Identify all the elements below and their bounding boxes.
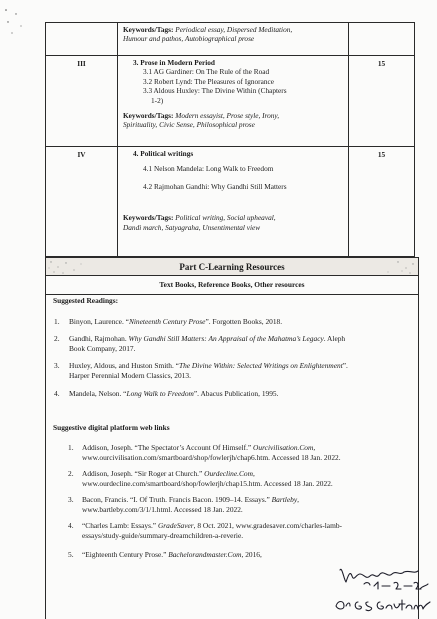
reading-text-continued: Harper Perennial Modern Classics, 2013. [69, 370, 191, 380]
syllabus-units-table [45, 22, 415, 257]
handwritten-signature [334, 562, 434, 618]
link-number: 5. [68, 550, 74, 559]
link-url[interactable]: www.ourcivilisation.com/smartboard/shop/fowlerjh/chap6.htm. Accessed 18 Jan. 2022. [82, 452, 341, 462]
link-text: Bacon, Francis. “I. Of Truth. Francis Bacon. 1909–14. Essays.” Bartleby, [82, 495, 299, 504]
reading-text: Mandela, Nelson. “Long Walk to Freedom”. Abacus Publication, 1995. [69, 389, 279, 398]
keywords-value: Dandi march, Satyagraha, Unsentimental view [123, 222, 261, 232]
keywords-label: Keywords/Tags: [123, 111, 174, 121]
unit-number [46, 23, 118, 56]
unit-row [46, 56, 415, 147]
web-link-item [68, 495, 413, 514]
reading-number: 3. [54, 361, 60, 370]
reading-text: Binyon, Laurence. “Nineteenth Century Prose”. Forgotten Books, 2018. [69, 317, 283, 326]
keywords-value: Modern essayist, Prose style, Irony, [175, 111, 280, 121]
unit-title: 4. Political writings [133, 149, 194, 158]
reading-item [54, 334, 409, 353]
keywords-value: Spirituality, Civic Sense, Philosophical prose [123, 120, 255, 130]
web-link-item [68, 550, 413, 560]
web-link-item [68, 443, 413, 462]
reading-text-continued: Book Company, 2017. [69, 343, 136, 353]
link-text: Addison, Joseph. “Sir Roger at Church.” Ourdecline.Com, [82, 469, 255, 478]
unit-item: 4.2 Rajmohan Gandhi: Why Gandhi Still Matters [143, 181, 287, 191]
unit-item: 3.2 Robert Lynd: The Pleasures of Ignorance [143, 76, 274, 86]
keywords-value: Humour and pathos, Autobiographical prose [123, 34, 255, 44]
link-text: “Eighteenth Century Prose.” Bachelorandmaster.Com, 2016, [82, 550, 262, 559]
unit-content [118, 56, 349, 147]
reading-item [54, 389, 409, 399]
unit-title: 3. Prose in Modern Period [133, 58, 215, 67]
unit-content [118, 23, 349, 56]
part-c-header [45, 257, 419, 276]
unit-content [118, 147, 349, 257]
scan-noise [358, 258, 418, 276]
web-link-item [68, 521, 413, 540]
reading-item [54, 317, 409, 327]
unit-item: 3.1 AG Gardiner: On The Rule of the Road [143, 67, 270, 77]
unit-item: 3.3 Aldous Huxley: The Divine Within (Chapters [143, 86, 287, 96]
keywords-label: Keywords/Tags: [123, 213, 174, 223]
link-url[interactable]: www.bartleby.com/3/1/1.html. Accessed 18 Jan. 2022. [82, 504, 243, 514]
link-number: 4. [68, 521, 74, 530]
scan-noise [46, 258, 106, 276]
resources-row: Text Books, Reference Books, Other resources [45, 275, 419, 295]
reading-number: 2. [54, 334, 60, 343]
reading-number: 4. [54, 389, 60, 398]
scan-specks [2, 6, 32, 46]
link-text: Addison, Joseph. “The Spectator’s Account Of Himself.” Ourcivilisation.Com, [82, 443, 316, 452]
reading-text: Huxley, Aldous, and Huston Smith. “The Divine Within: Selected Writings on Enlightenment”. [69, 361, 348, 370]
unit-number: III [46, 56, 118, 147]
unit-item: 4.1 Nelson Mandela: Long Walk to Freedom [143, 164, 274, 174]
keywords-value: Political writing, Social upheaval, [175, 213, 276, 223]
part-c-title: Part C-Learning Resources [179, 262, 285, 272]
unit-hours: 15 [349, 56, 415, 147]
web-links-heading: Suggestive digital platform web links [53, 423, 170, 432]
link-number: 2. [68, 469, 74, 478]
reading-text: Gandhi, Rajmohan. Why Gandhi Still Matters: An Appraisal of the Mahatma’s Legacy. Aleph [69, 334, 346, 343]
unit-row [46, 23, 415, 56]
reading-number: 1. [54, 317, 60, 326]
link-text: “Charles Lamb: Essays.” GradeSaver, 8 Oct. 2021, www.gradesaver.com/charles-lamb- [82, 521, 342, 530]
unit-hours: 15 [349, 147, 415, 257]
keywords-label: Keywords/Tags: [123, 25, 174, 34]
unit-hours [349, 23, 415, 56]
unit-row [46, 147, 415, 257]
suggested-readings-heading: Suggested Readings: [53, 296, 119, 305]
link-number: 3. [68, 495, 74, 504]
unit-number: IV [46, 147, 118, 257]
keywords-value: Periodical essay, Dispersed Meditation, [175, 25, 293, 34]
link-url[interactable]: www.ourdecline.com/smartboard/shop/fowlerjh/chap15.htm. Accessed 18 Jan. 2022. [82, 478, 333, 488]
reading-item [54, 361, 409, 380]
link-number: 1. [68, 443, 74, 452]
unit-item: 1-2) [151, 95, 164, 105]
link-url[interactable]: essays/study-guide/summary-dreamchildren-a-reverie. [82, 530, 244, 540]
web-link-item [68, 469, 413, 488]
